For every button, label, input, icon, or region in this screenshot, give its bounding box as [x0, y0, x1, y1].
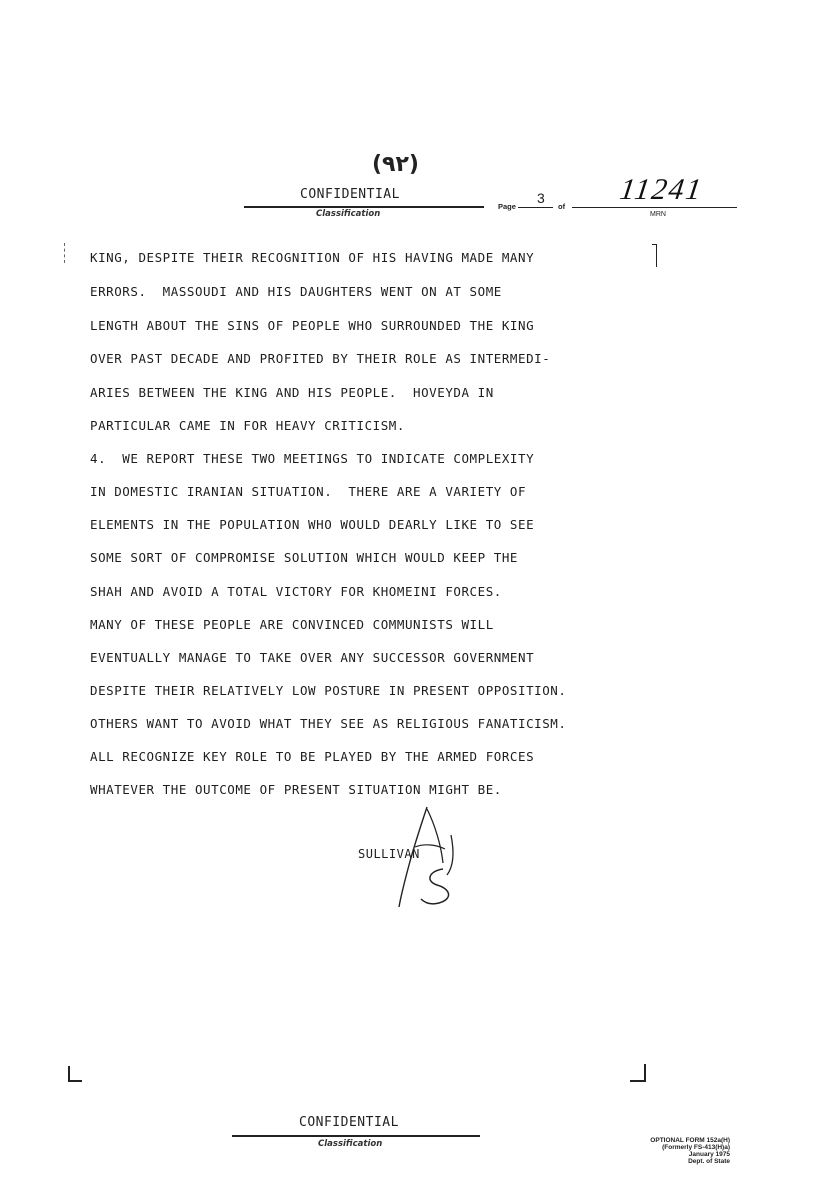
page-number-rule [518, 207, 553, 208]
body-line: 4. WE REPORT THESE TWO MEETINGS TO INDICATE COMPLEXITY [90, 451, 535, 466]
of-label: of [558, 202, 566, 211]
form-line: (Formerly FS-413(H)a) [662, 1144, 730, 1151]
signature-scrawl [385, 805, 465, 910]
body-line: EVENTUALLY MANAGE TO TAKE OVER ANY SUCCESSOR GOVERNMENT [90, 650, 535, 665]
body-line: DESPITE THEIR RELATIVELY LOW POSTURE IN PRESENT OPPOSITION. [90, 683, 567, 698]
footer-classification-label: Classification [318, 1139, 383, 1149]
body-line: WHATEVER THE OUTCOME OF PRESENT SITUATION MIGHT BE. [90, 782, 502, 797]
body-line: LENGTH ABOUT THE SINS OF PEOPLE WHO SURROUNDED THE KING [90, 318, 535, 333]
body-line: SOME SORT OF COMPROMISE SOLUTION WHICH WOULD KEEP THE [90, 550, 519, 565]
mrn-rule [572, 207, 737, 208]
body-line: OTHERS WANT TO AVOID WHAT THEY SEE AS RELIGIOUS FANATICISM. [90, 716, 567, 731]
body-line: OVER PAST DECADE AND PROFITED BY THEIR ROLE AS INTERMEDI- [90, 351, 551, 366]
body-line: ALL RECOGNIZE KEY ROLE TO BE PLAYED BY THE ARMED FORCES [90, 749, 535, 764]
page-mark: (۹۲) [372, 152, 419, 177]
left-margin-mark [64, 243, 66, 263]
body-line: SHAH AND AVOID A TOTAL VICTORY FOR KHOMEINI FORCES. [90, 584, 502, 599]
mrn-value: 11241 [617, 173, 706, 206]
body-line: ERRORS. MASSOUDI AND HIS DAUGHTERS WENT ON AT SOME [90, 284, 502, 299]
footer-classification-rule [232, 1135, 480, 1137]
form-line: Dept. of State [688, 1158, 730, 1165]
body-line: ARIES BETWEEN THE KING AND HIS PEOPLE. HOVEYDA IN [90, 385, 494, 400]
mrn-label: MRN [650, 211, 666, 218]
body-line: IN DOMESTIC IRANIAN SITUATION. THERE ARE A VARIETY OF [90, 484, 527, 499]
bottom-right-corner-mark [630, 1064, 646, 1082]
footer-classification: CONFIDENTIAL [299, 1115, 399, 1130]
body-line: ELEMENTS IN THE POPULATION WHO WOULD DEARLY LIKE TO SEE [90, 517, 535, 532]
header-classification-rule [244, 206, 484, 208]
body-line: PARTICULAR CAME IN FOR HEAVY CRITICISM. [90, 418, 405, 433]
signature-name: SULLIVAN [358, 847, 420, 861]
right-bracket-mark [652, 244, 657, 267]
form-line: January 1975 [688, 1151, 730, 1158]
page-number: 3 [537, 190, 545, 206]
form-number-block [650, 1137, 730, 1165]
form-line: OPTIONAL FORM 152a(H) [650, 1137, 730, 1144]
header-classification: CONFIDENTIAL [300, 187, 400, 202]
body-line: KING, DESPITE THEIR RECOGNITION OF HIS HAVING MADE MANY [90, 250, 535, 265]
page-label: Page [498, 202, 516, 211]
header-classification-label: Classification [316, 209, 381, 219]
body-line: MANY OF THESE PEOPLE ARE CONVINCED COMMUNISTS WILL [90, 617, 494, 632]
bottom-left-corner-mark [68, 1066, 82, 1082]
